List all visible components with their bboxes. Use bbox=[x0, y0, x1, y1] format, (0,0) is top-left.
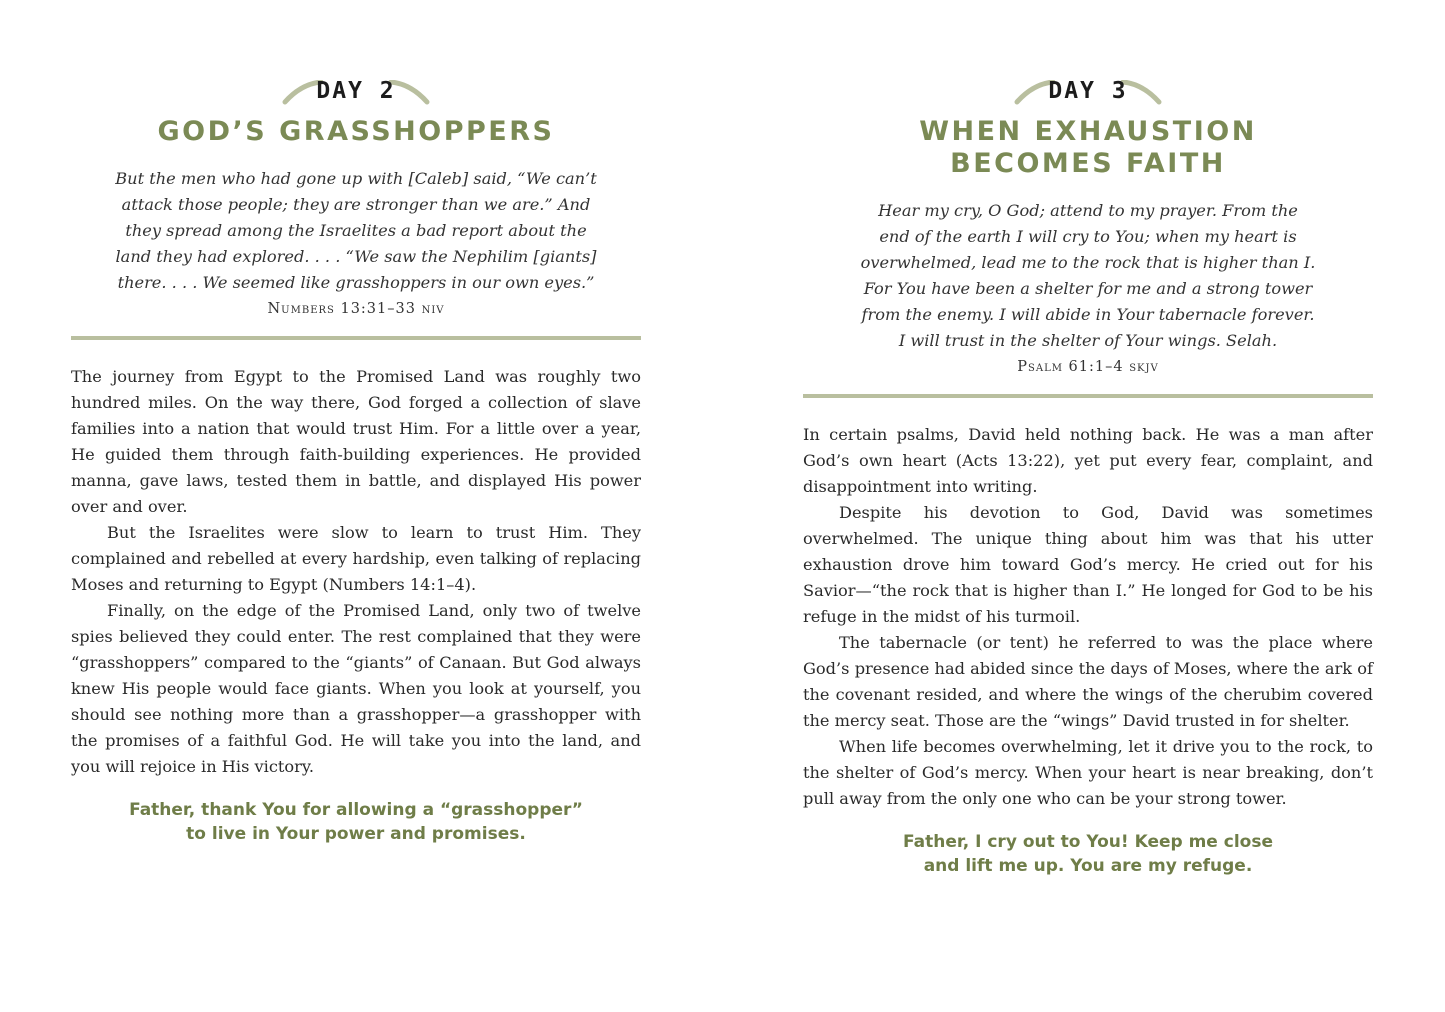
prayer-line: and lift me up. You are my refuge. bbox=[923, 856, 1253, 876]
quote-line: there. . . . We seemed like grasshoppers in our own eyes.” bbox=[117, 273, 595, 292]
paragraph: But the Israelites were slow to learn to trust Him. They complained and rebelled at every hardship, even talking of replacing Moses and returning to Egypt (Numbers 14:1–4). bbox=[71, 523, 641, 594]
title-line: WHEN EXHAUSTION bbox=[919, 116, 1257, 147]
devotional-body bbox=[803, 422, 1373, 812]
divider bbox=[803, 394, 1373, 398]
quote-line: I will trust in the shelter of Your wings. Selah. bbox=[898, 331, 1278, 350]
page-title bbox=[803, 116, 1373, 180]
right-page bbox=[803, 0, 1373, 878]
quote-line: Hear my cry, O God; attend to my prayer. From the bbox=[878, 201, 1298, 220]
quote-line: attack those people; they are stronger than we are.” And bbox=[121, 195, 591, 214]
page-title bbox=[71, 116, 641, 148]
paragraph: In certain psalms, David held nothing back. He was a man after God’s own heart (Acts 13:22), yet put every fear, complaint, and disappointment into writing. bbox=[803, 425, 1373, 496]
quote-line: But the men who had gone up with [Caleb] said, “We can’t bbox=[115, 169, 597, 188]
title-line: BECOMES FAITH bbox=[950, 148, 1226, 179]
quote-line: they spread among the Israelites a bad report about the bbox=[125, 221, 587, 240]
quote-line: overwhelmed, lead me to the rock that is higher than I. bbox=[860, 253, 1316, 272]
prayer-line: Father, I cry out to You! Keep me close bbox=[903, 832, 1273, 852]
paragraph: The tabernacle (or tent) he referred to was the place where God’s presence had abided since the days of Moses, where the ark of the covenant resided, and where the wings of the cherubim covered the mercy seat. Those are the “wings” David trusted in for shelter. bbox=[803, 633, 1373, 730]
devotional-body bbox=[71, 364, 641, 780]
scripture-reference: Numbers 13:31–33 niv bbox=[267, 301, 445, 317]
paragraph: When life becomes overwhelming, let it drive you to the rock, to the shelter of God’s mercy. When your heart is near breaking, don’t pull away from the only one who can be your strong tower. bbox=[803, 737, 1373, 808]
prayer-line: to live in Your power and promises. bbox=[186, 824, 526, 844]
day-heading bbox=[71, 74, 641, 116]
title-line: GOD’S GRASSHOPPERS bbox=[157, 116, 555, 147]
paragraph: The journey from Egypt to the Promised Land was roughly two hundred miles. On the way there, God forged a collection of slave families into a nation that would trust Him. For a little over a year, He guided them through faith-building experiences. He provided manna, gave laws, tested them in battle, and displayed His power over and over. bbox=[71, 367, 641, 516]
quote-line: from the enemy. I will abide in Your tabernacle forever. bbox=[861, 305, 1315, 324]
quote-line: land they had explored. . . . “We saw the Nephilim [giants] bbox=[115, 247, 597, 266]
quote-line: For You have been a shelter for me and a strong tower bbox=[863, 279, 1313, 298]
day-label: DAY 2 bbox=[316, 78, 396, 104]
scripture-quote bbox=[96, 166, 616, 296]
prayer bbox=[71, 798, 641, 846]
divider bbox=[71, 336, 641, 340]
paragraph: Despite his devotion to God, David was sometimes overwhelmed. The unique thing about him was that his utter exhaustion drove him toward God’s mercy. He cried out for his Savior—“the rock that is higher than I.” He longed for God to be his refuge in the midst of his turmoil. bbox=[803, 503, 1373, 626]
paragraph: Finally, on the edge of the Promised Land, only two of twelve spies believed they could enter. The rest complained that they were “grasshoppers” compared to the “giants” of Canaan. But God always knew His people would face giants. When you look at yourself, you should see nothing more than a grasshopper—a grasshopper with the promises of a faithful God. He will take you into the land, and you will rejoice in His victory. bbox=[71, 601, 641, 776]
scripture-quote bbox=[828, 198, 1348, 354]
prayer-line: Father, thank You for allowing a “grasshopper” bbox=[129, 800, 583, 820]
scripture-reference: Psalm 61:1–4 skjv bbox=[1017, 359, 1159, 375]
prayer bbox=[803, 830, 1373, 878]
day-heading bbox=[803, 74, 1373, 116]
day-label: DAY 3 bbox=[1048, 78, 1128, 104]
quote-line: end of the earth I will cry to You; when my heart is bbox=[879, 227, 1297, 246]
left-page bbox=[71, 0, 641, 846]
